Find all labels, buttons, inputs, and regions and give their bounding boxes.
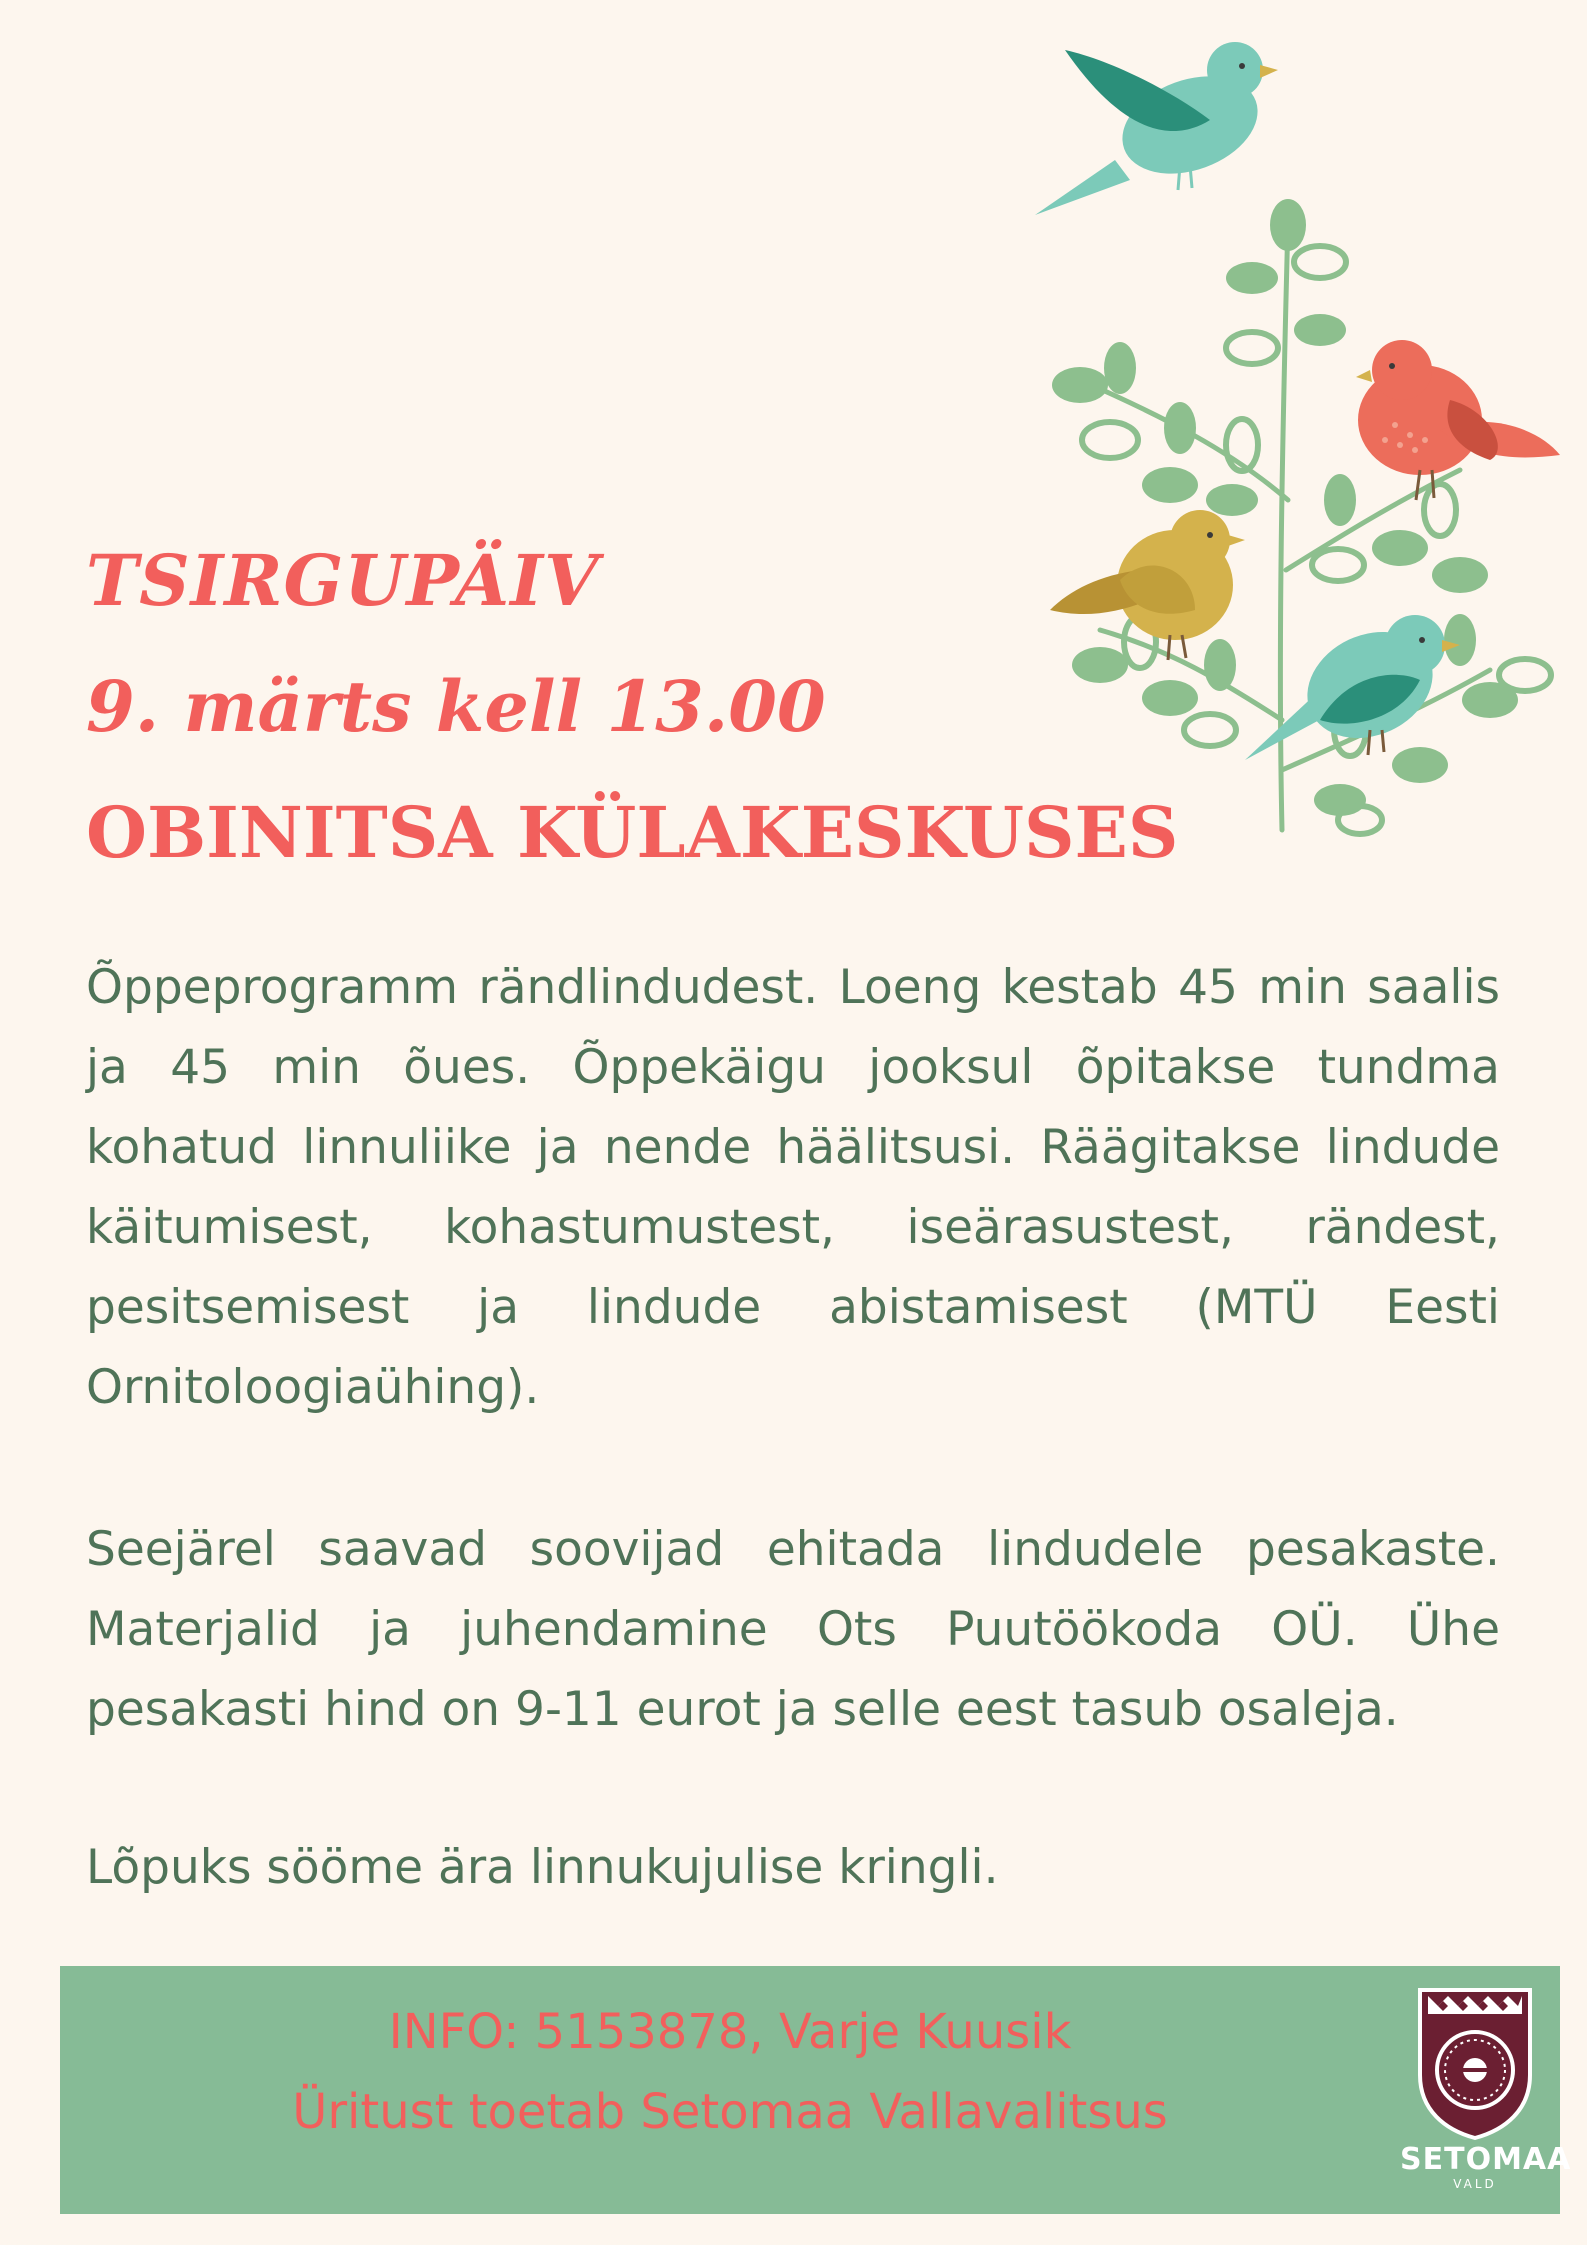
bird-flying-icon <box>1035 42 1278 215</box>
info-footer <box>60 1966 1572 2214</box>
nestbox-workshop-description: Seejärel saavad soovijad ehitada lindudele pesakaste. Materjalid ja juhendamine Ots Puutöökoda OÜ. Ühe pesakasti hind on 9-11 eurot ja selle eest tasub osaleja. <box>86 1522 1500 1737</box>
event-title <box>86 518 1179 896</box>
closing-note: Lõpuks sööme ära linnukujulise kringli. <box>86 1840 999 1895</box>
event-location: OBINITSA KÜLAKESKUSES <box>86 791 1179 874</box>
contact-info: INFO: 5153878, Varje Kuusik <box>388 2004 1072 2060</box>
event-date-time: 9. märts kell 13.00 <box>86 665 826 748</box>
logo-subtitle: VALD <box>1453 2177 1497 2191</box>
setomaa-crest-icon <box>1400 1980 1550 2140</box>
logo-name: SETOMAA <box>1400 2142 1572 2177</box>
event-name: TSIRGUPÄIV <box>86 539 600 622</box>
sponsor-note: Üritust toetab Setomaa Vallavalitsus <box>292 2084 1168 2140</box>
setomaa-logo <box>1400 1980 1572 2202</box>
bird-red-icon <box>1356 340 1560 500</box>
program-description: Õppeprogramm rändlindudest. Loeng kestab 45 min saalis ja 45 min õues. Õppekäigu jooksul õpitakse tundma kohatud linnuliike ja nende häälitsusi. Räägitakse lindude käitumisest, kohastumustest, iseärasustest, rändest, pesitsemisest ja lindude abistamisest (MTÜ Eesti Ornitoloogiaühing). <box>86 960 1500 1415</box>
